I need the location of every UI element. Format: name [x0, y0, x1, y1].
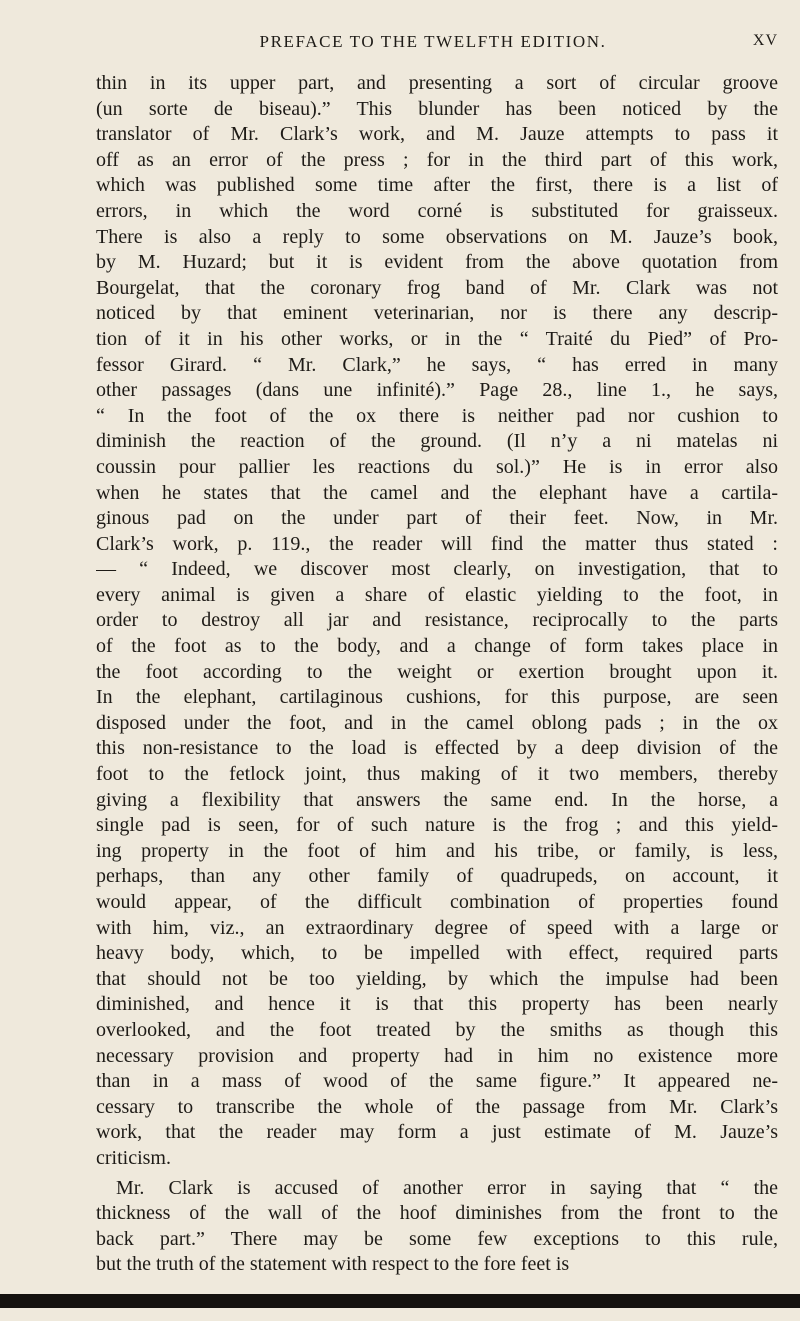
text-line: other passages (dans une infinité).” Page 28., line 1., he says, [96, 379, 778, 402]
text-line: which was published some time after the first, there is a list of [96, 174, 778, 197]
text-line: — “ Indeed, we discover most clearly, on investigation, that to [96, 558, 778, 581]
text-line: diminish the reaction of the ground. (Il n’y a ni matelas ni [96, 430, 778, 453]
page-header [88, 32, 778, 60]
text-line: with him, viz., an extraordinary degree of speed with a large or [96, 916, 778, 939]
body-text [96, 71, 778, 1278]
text-line: order to destroy all jar and resistance, reciprocally to the parts [96, 609, 778, 632]
text-line: would appear, of the difficult combination of properties found [96, 891, 778, 913]
text-line: Mr. Clark is accused of another error in saying that “ the [116, 1176, 778, 1199]
text-line: heavy body, which, to be impelled with effect, required parts [96, 942, 778, 965]
text-line: by M. Huzard; but it is evident from the above quotation from [96, 251, 778, 274]
paragraph [96, 1176, 778, 1278]
text-line: off as an error of the press ; for in the third part of this work, [96, 148, 778, 171]
text-line: back part.” There may be some few exceptions to this rule, [96, 1227, 778, 1250]
text-line: errors, in which the word corné is substituted for graisseux. [96, 199, 778, 222]
text-line: when he states that the camel and the elephant have a cartila- [96, 481, 778, 504]
text-line: foot to the fetlock joint, thus making of it two members, thereby [96, 763, 778, 786]
text-line: that should not be too yielding, by which the impulse had been [96, 967, 778, 990]
text-line: disposed under the foot, and in the camel oblong pads ; in the ox [96, 711, 778, 734]
text-line: translator of Mr. Clark’s work, and M. Jauze attempts to pass it [96, 123, 778, 146]
text-line: ing property in the foot of him and his tribe, or family, is less, [96, 839, 778, 862]
text-line: giving a flexibility that answers the same end. In the horse, a [96, 788, 778, 811]
text-line: the foot according to the weight or exertion brought upon it. [96, 660, 778, 683]
text-line: overlooked, and the foot treated by the smiths as though this [96, 1018, 778, 1041]
text-line: perhaps, than any other family of quadrupeds, on account, it [96, 865, 778, 888]
text-line: “ In the foot of the ox there is neither pad nor cushion to [96, 404, 778, 427]
text-line: thin in its upper part, and presenting a sort of circular groove [96, 72, 778, 94]
running-head: PREFACE TO THE TWELFTH EDITION. [259, 32, 607, 51]
text-line: diminished, and hence it is that this property has been nearly [96, 993, 778, 1016]
page-number: XV [752, 32, 778, 49]
text-line: necessary provision and property had in him no existence more [96, 1044, 778, 1067]
text-line: tion of it in his other works, or in the “ Traité du Pied” of Pro- [96, 327, 778, 350]
text-line: this non-resistance to the load is effected by a deep division of the [96, 737, 778, 760]
text-line: of the foot as to the body, and a change of form takes place in [96, 635, 778, 658]
text-line: thickness of the wall of the hoof diminishes from the front to the [96, 1202, 778, 1225]
text-line: In the elephant, cartilaginous cushions, for this purpose, are seen [96, 686, 778, 709]
text-line: cessary to transcribe the whole of the passage from Mr. Clark’s [96, 1095, 778, 1118]
text-line: coussin pour pallier les reactions du sol.)” He is in error also [96, 455, 778, 478]
text-line: single pad is seen, for of such nature is the frog ; and this yield- [96, 814, 778, 837]
text-line: ginous pad on the under part of their feet. Now, in Mr. [96, 507, 778, 530]
text-line: but the truth of the statement with respect to the fore feet is [96, 1253, 570, 1276]
text-line: every animal is given a share of elastic yielding to the foot, in [96, 583, 778, 606]
text-line: (un sorte de biseau).” This blunder has been noticed by the [96, 97, 778, 120]
text-line: criticism. [96, 1146, 171, 1169]
text-line: Bourgelat, that the coronary frog band of Mr. Clark was not [96, 276, 778, 299]
text-line: noticed by that eminent veterinarian, nor is there any descrip- [96, 302, 778, 325]
paragraph [96, 71, 778, 1172]
text-line: work, that the reader may form a just estimate of M. Jauze’s [96, 1121, 778, 1144]
text-line: Clark’s work, p. 119., the reader will find the matter thus stated : [96, 532, 778, 555]
text-line: There is also a reply to some observations on M. Jauze’s book, [96, 225, 778, 248]
bottom-edge-bar [0, 1294, 800, 1308]
text-line: than in a mass of wood of the same figure.” It appeared ne- [96, 1070, 778, 1093]
text-line: fessor Girard. “ Mr. Clark,” he says, “ has erred in many [96, 353, 778, 376]
